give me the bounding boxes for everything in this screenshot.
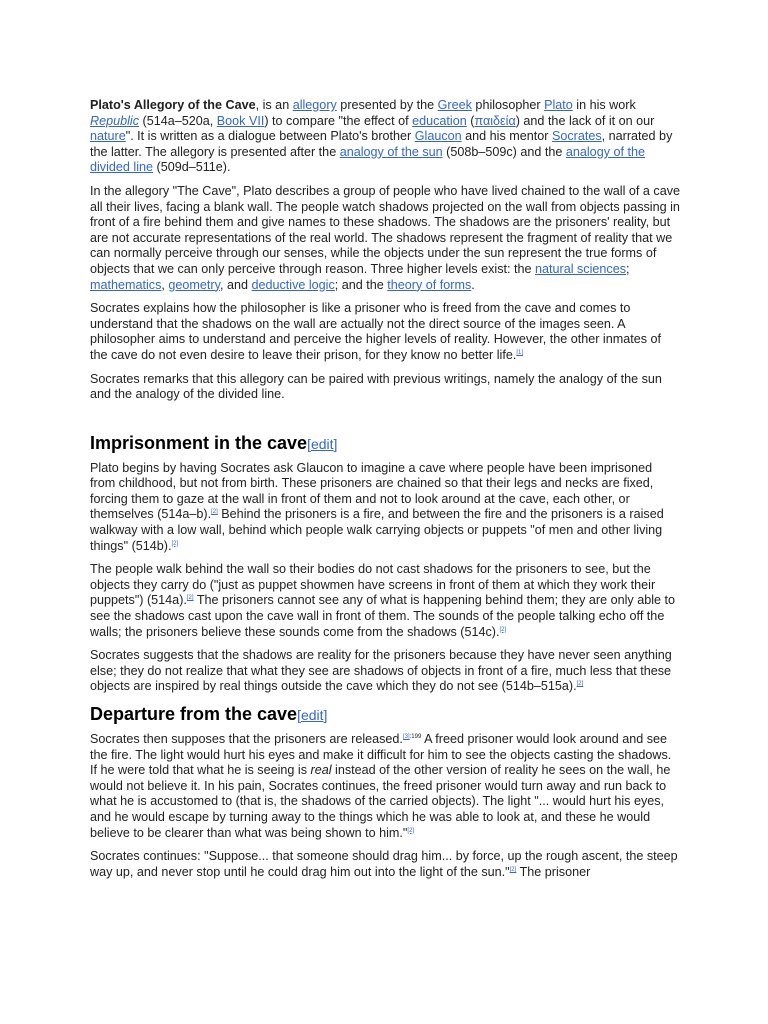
- text-run: presented by the: [336, 98, 438, 112]
- link-education[interactable]: education: [412, 113, 467, 128]
- text-run: Socrates suggests that the shadows are reality for the prisoners because they have never seen anything else; they do not realize that what they see are shadows of objects in front of a fire, much less that these objects are inspired by real things outside the cave which they do not see (514b–515a).: [90, 648, 672, 694]
- citation-page: :199: [409, 734, 422, 740]
- citation-link[interactable]: [1]: [516, 349, 524, 356]
- link-geometry[interactable]: geometry: [168, 277, 220, 292]
- citation: [500, 627, 507, 633]
- text-run: philosopher: [471, 98, 545, 112]
- text-run: (514a–520a,: [139, 113, 217, 128]
- link-allegory[interactable]: allegory: [292, 98, 337, 112]
- departure-paragraph-2: [90, 849, 680, 880]
- text-run: , narrated by the latter. The allegory is presented after the: [90, 129, 673, 159]
- link-mathematics[interactable]: mathematics: [90, 277, 162, 292]
- citation: [403, 734, 421, 740]
- citation: [577, 681, 584, 687]
- citation-link[interactable]: [2]: [186, 595, 194, 602]
- citation-link[interactable]: [2]: [171, 540, 179, 547]
- link-greek[interactable]: Greek: [437, 98, 472, 112]
- edit-section-control: [297, 707, 327, 723]
- text-run: , and: [219, 277, 252, 292]
- text-run: ;: [626, 261, 630, 276]
- citation: [187, 595, 194, 601]
- citation-link[interactable]: [2]: [509, 866, 517, 873]
- citation: [171, 541, 178, 547]
- emphasis-real: real: [310, 763, 332, 778]
- text-run: instead of the other version of reality he sees on the wall, he would not believe it. In his pain, Socrates continues, the freed prisoner would turn away and run back to what he is accustomed to (that is, the shadows of the carried objects). The light "... would hurt his eyes, and he would escape by turning away to the things which he was able to look at, and these he would believe to be clearer than what was being shown to him.": [90, 763, 671, 840]
- intro-paragraph-1: [90, 98, 680, 176]
- text-run: , is an: [255, 98, 293, 112]
- edit-section-link[interactable]: edit: [300, 707, 324, 723]
- text-run: The prisoner: [516, 864, 591, 879]
- citation-link[interactable]: [2]: [576, 681, 584, 688]
- edit-bracket-close: ]: [323, 707, 328, 723]
- link-analogy-of-the-divided-line[interactable]: analogy of the divided line: [90, 144, 645, 175]
- link-republic[interactable]: [90, 114, 139, 128]
- link-book-vii[interactable]: Book VII: [216, 113, 265, 128]
- text-run: Plato begins by having Socrates ask Glaucon to imagine a cave where people have been imprisoned from childhood, but not from birth. These prisoners are chained so that their legs and necks are fixed, forcing them to gaze at the wall in front of them and not to look around at the cave, each other, or themselves (514a–b).: [90, 460, 654, 522]
- section-heading-imprisonment: [90, 432, 680, 455]
- link-natural-sciences[interactable]: natural sciences: [535, 261, 627, 276]
- link-analogy-of-the-sun[interactable]: analogy of the sun: [339, 144, 443, 159]
- citation-link[interactable]: [2]: [499, 626, 507, 633]
- edit-bracket-open: [: [307, 435, 311, 452]
- text-run: in his work: [572, 98, 636, 112]
- text-run: In the allegory "The Cave", Plato describes a group of people who have lived chained to the wall of a cave all their lives, facing a blank wall. The people watch shadows projected on the wall from objects passing in front of a fire behind them and give names to these shadows. The shadows are the prisoners' reality, but are not accurate representations of the real world. The shadows represent the fragment of reality that we can normally perceive through our senses, while the objects under the sun represent the true forms of objects that we can only perceive through reason. Three higher levels exist: the: [90, 183, 681, 276]
- citation: [407, 828, 414, 834]
- text-run: ) to compare "the effect of: [264, 113, 413, 128]
- text-run: The people walk behind the wall so their bodies do not cast shadows for the prisoners to see, but the objects they carry do ("just as puppet showmen have screens in front of them at which they work their puppets") (514a).: [90, 562, 656, 608]
- link-paideia[interactable]: παιδεία: [474, 113, 516, 128]
- article-body: [90, 98, 680, 888]
- link-plato[interactable]: Plato: [544, 98, 573, 112]
- text-run: (509d–511e).: [153, 160, 231, 175]
- link-theory-of-forms[interactable]: theory of forms: [387, 277, 472, 292]
- imprisonment-paragraph-3: [90, 648, 680, 695]
- intro-paragraph-4: [90, 372, 680, 403]
- edit-bracket-close: ]: [333, 435, 338, 452]
- link-deductive-logic[interactable]: deductive logic: [251, 277, 335, 292]
- section-heading-text: Departure from the cave: [90, 704, 298, 724]
- text-run: ". It is written as a dialogue between Plato's brother: [125, 129, 415, 144]
- link-glaucon[interactable]: Glaucon: [414, 129, 462, 144]
- text-run: and his mentor: [461, 129, 552, 144]
- text-run: ; and the: [334, 277, 388, 292]
- text-run: Socrates remarks that this allegory can be paired with previous writings, namely the analogy of the sun and the analogy of the divided line.: [90, 371, 662, 402]
- edit-section-link[interactable]: edit: [310, 435, 334, 452]
- citation-link[interactable]: [2]: [211, 509, 218, 516]
- link-nature[interactable]: nature: [90, 129, 126, 144]
- text-run: Socrates then supposes that the prisoners are released.: [90, 732, 403, 746]
- text-run: A freed prisoner would look around and see the fire. The light would hurt his eyes and make it difficult for him to see the objects casting the shadows. If he were told that what he is seeing is: [90, 732, 672, 778]
- imprisonment-paragraph-2: [90, 562, 680, 640]
- text-run: (: [466, 113, 475, 128]
- edit-bracket-open: [: [297, 707, 301, 723]
- link-socrates[interactable]: Socrates: [551, 129, 602, 144]
- intro-paragraph-3: [90, 301, 680, 363]
- intro-paragraph-2: [90, 184, 680, 293]
- text-run: Socrates explains how the philosopher is like a prisoner who is freed from the cave and comes to understand that the shadows on the wall are actually not the direct source of the images seen. A philosopher aims to understand and perceive the higher levels of reality. However, the other inmates of the cave do not even desire to leave their prison, for they know no better life.: [90, 301, 662, 362]
- text-run: The prisoners cannot see any of what is happening behind them; they are only able to see the shadows cast upon the cave wall in front of them. The sounds of the people talking echo off the walls; the prisoners believe these sounds come from the shadows (514c).: [90, 593, 676, 639]
- text-run: ,: [161, 277, 169, 292]
- text-run: Socrates continues: "Suppose... that someone should drag him... by force, up the rough ascent, the steep way up, and never stop until he could drag him out into the light of the sun.": [90, 849, 678, 879]
- text-run: (508b–509c) and the: [442, 144, 566, 159]
- departure-paragraph-1: [90, 732, 680, 841]
- text-run: .: [471, 277, 475, 292]
- link-republic-italic[interactable]: Republic: [90, 113, 140, 128]
- citation-link[interactable]: [3]: [402, 734, 410, 740]
- imprisonment-paragraph-1: [90, 461, 680, 555]
- citation-link[interactable]: [2]: [407, 827, 415, 834]
- section-heading-departure: [90, 703, 680, 726]
- citation: [516, 350, 523, 356]
- edit-section-control: [307, 436, 337, 452]
- article-subject-bold: Plato's Allegory of the Cave: [90, 98, 256, 112]
- text-run: Behind the prisoners is a fire, and between the fire and the prisoners is a raised walkway with a low wall, behind which people walk carrying objects or puppets "of men and other living things" (514b).: [90, 507, 664, 553]
- citation: [211, 509, 218, 515]
- section-heading-text: Imprisonment in the cave: [90, 432, 308, 453]
- text-run: ) and the lack of it on our: [515, 113, 655, 128]
